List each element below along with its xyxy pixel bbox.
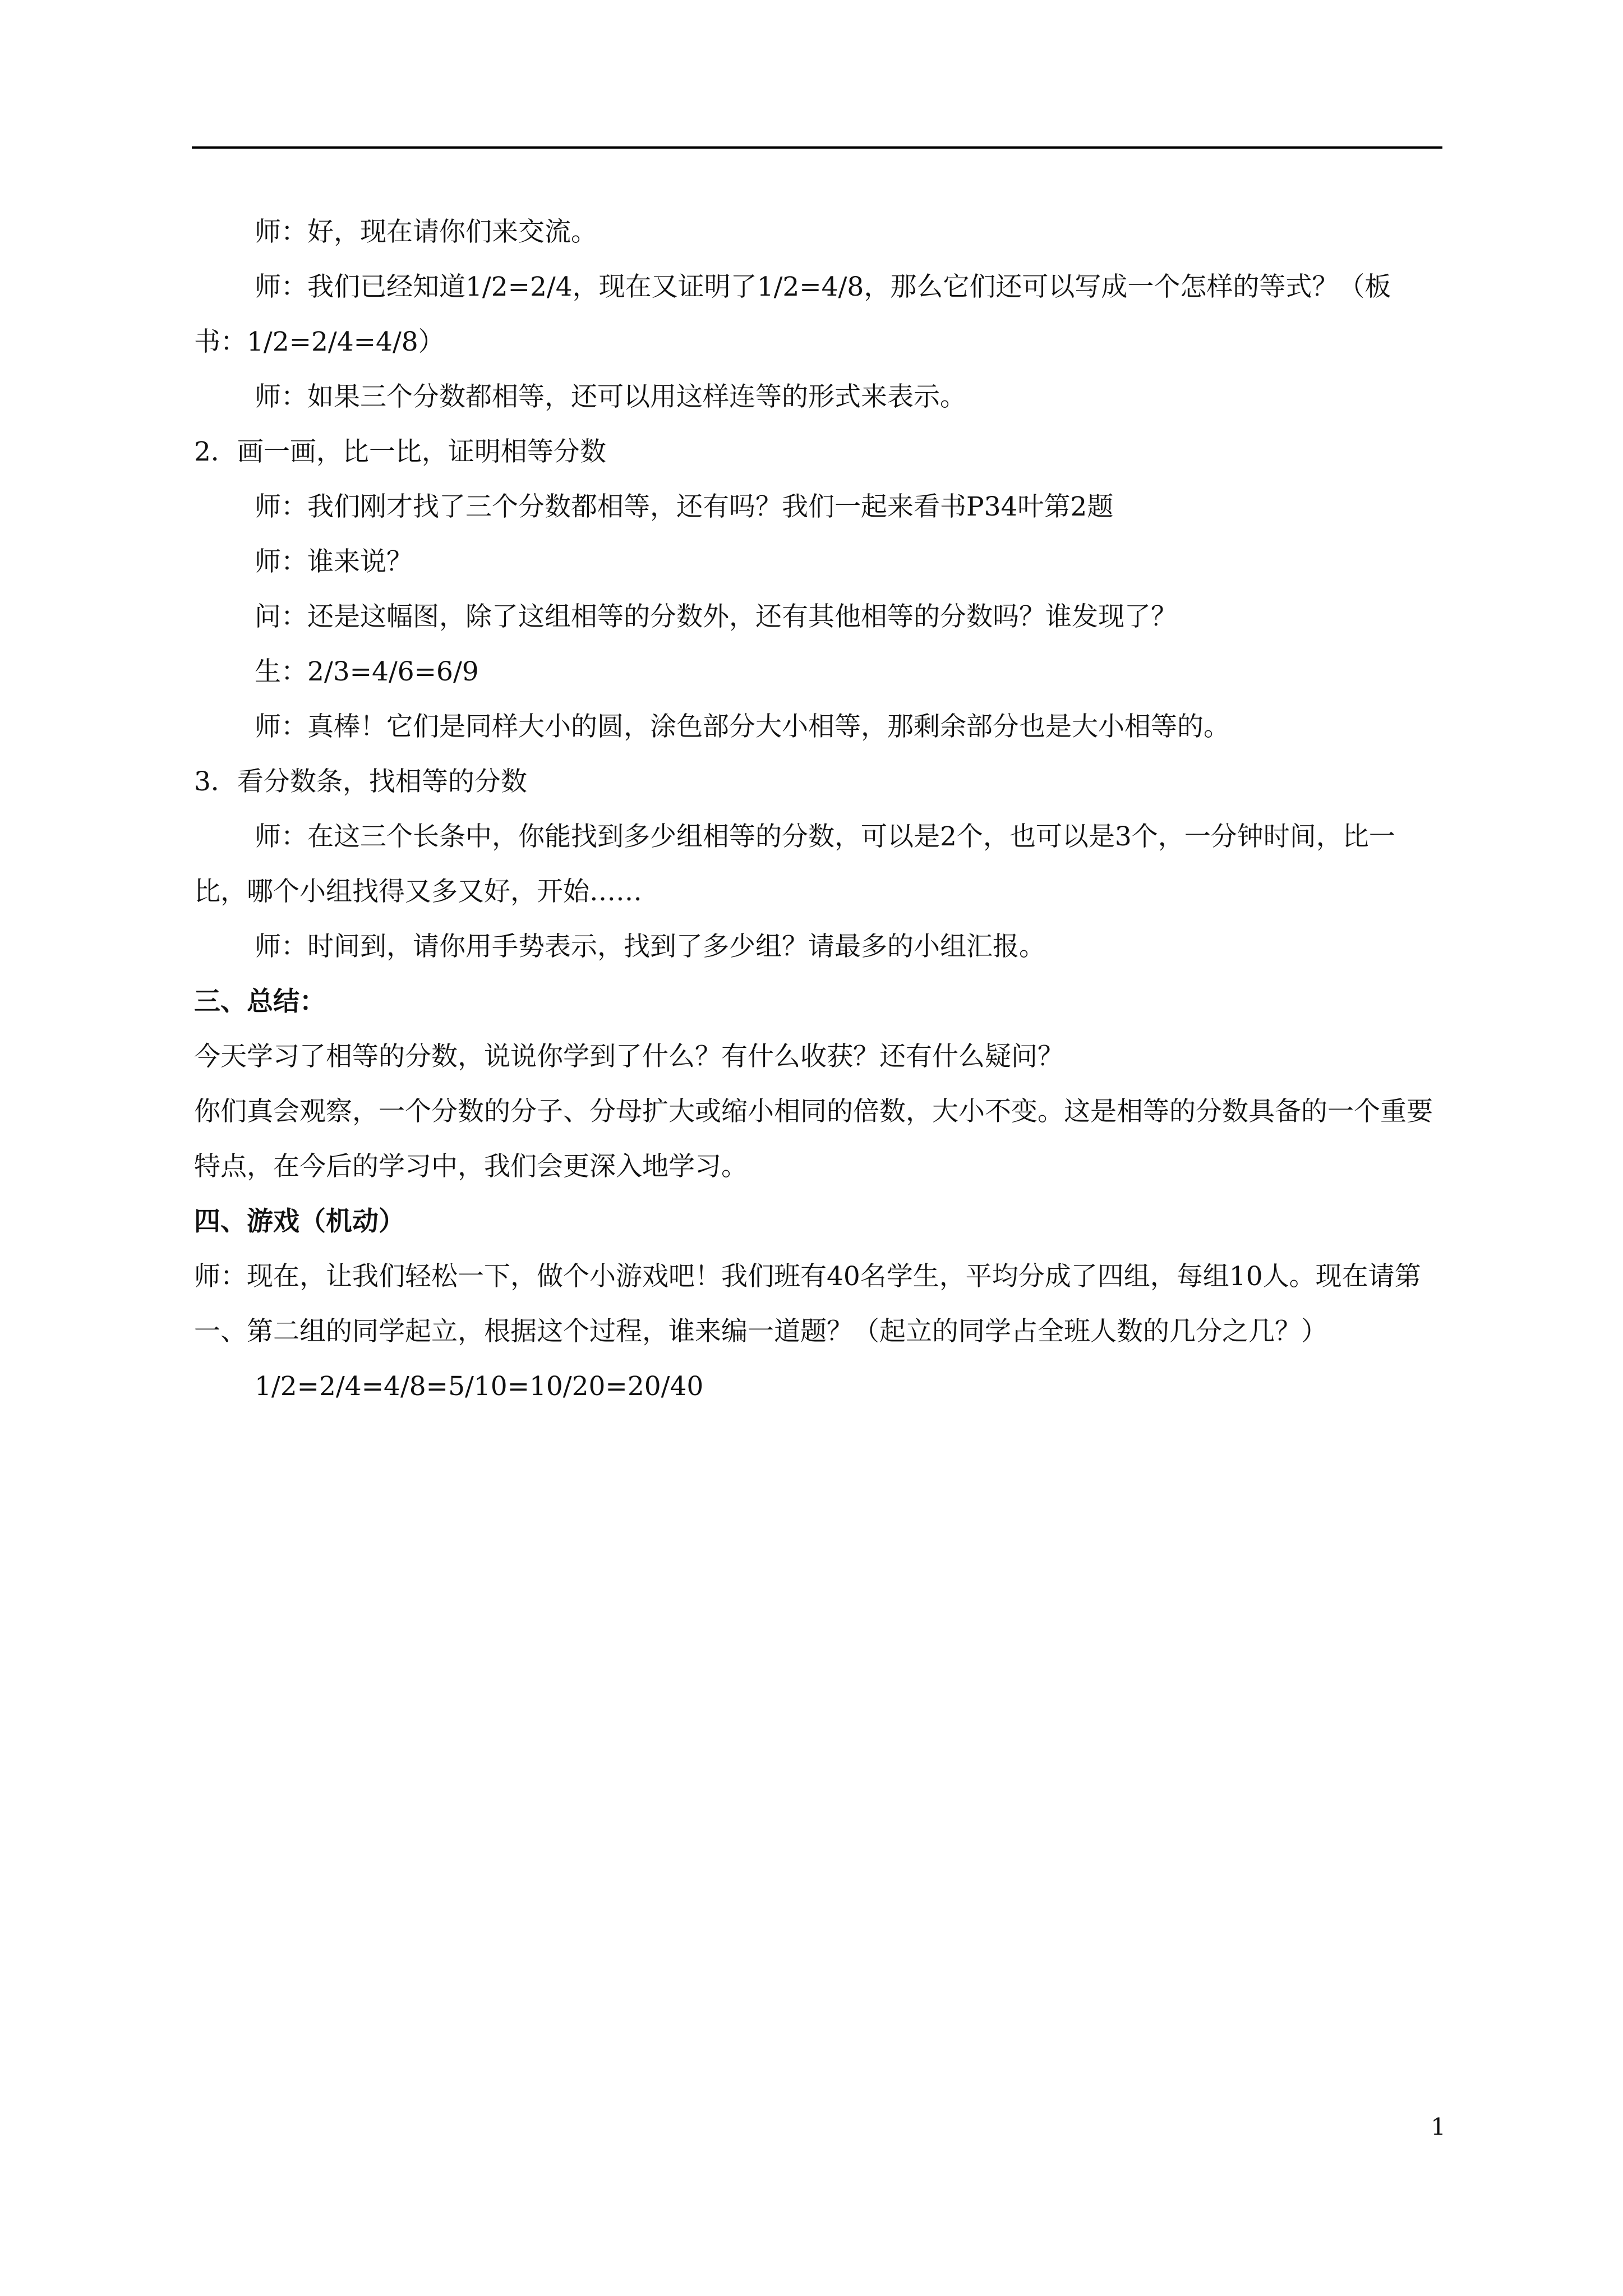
paragraph-15: 你们真会观察，一个分数的分子、分母扩大或缩小相同的倍数，大小不变。这是相等的分数具备的一个重要特点，在今后的学习中，我们会更深入地学习。 xyxy=(194,1096,1433,1182)
paragraph-1: 师：好，现在请你们来交流。 xyxy=(255,217,597,247)
paragraph-17: 师：现在，让我们轻松一下，做个小游戏吧！我们班有40名学生，平均分成了四组，每组10人。现在请第一、第二组的同学起立，根据这个过程，谁来编一道题？（起立的同学占全班人数的几分之几？） xyxy=(194,1261,1421,1347)
section-item-2: 2．画一画，比一比，证明相等分数 xyxy=(194,436,606,467)
paragraph-2: 师：我们已经知道1/2=2/4，现在又证明了1/2=4/8，那么它们还可以写成一个怎样的等式？（板书：1/2=2/4=4/8） xyxy=(194,272,1391,357)
paragraph-14: 今天学习了相等的分数，说说你学到了什么？有什么收获？还有什么疑问？ xyxy=(194,1041,1064,1072)
page-number: 1 xyxy=(1431,2113,1446,2141)
header-rule xyxy=(192,146,1442,149)
paragraph-8: 生：2/3=4/6=6/9 xyxy=(255,656,479,687)
section-item-3: 3．看分数条，找相等的分数 xyxy=(194,766,527,797)
paragraph-5: 师：我们刚才找了三个分数都相等，还有吗？我们一起来看书P34叶第2题 xyxy=(255,491,1114,522)
heading-summary: 三、总结： xyxy=(194,986,326,1017)
paragraph-3: 师：如果三个分数都相等，还可以用这样连等的形式来表示。 xyxy=(255,381,966,412)
paragraph-6: 师：谁来说？ xyxy=(255,546,413,577)
paragraph-12: 师：时间到，请你用手势表示，找到了多少组？请最多的小组汇报。 xyxy=(255,931,1045,962)
paragraph-11: 师：在这三个长条中，你能找到多少组相等的分数，可以是2个，也可以是3个，一分钟时间，比一比，哪个小组找得又多又好，开始…… xyxy=(194,821,1395,907)
paragraph-18: 1/2=2/4=4/8=5/10=10/20=20/40 xyxy=(255,1371,704,1402)
paragraph-9: 师：真棒！它们是同样大小的圆，涂色部分大小相等，那剩余部分也是大小相等的。 xyxy=(255,711,1230,742)
document-body xyxy=(194,205,1440,1414)
heading-game: 四、游戏（机动） xyxy=(194,1206,405,1237)
paragraph-7: 问：还是这幅图，除了这组相等的分数外，还有其他相等的分数吗？谁发现了？ xyxy=(255,601,1177,632)
